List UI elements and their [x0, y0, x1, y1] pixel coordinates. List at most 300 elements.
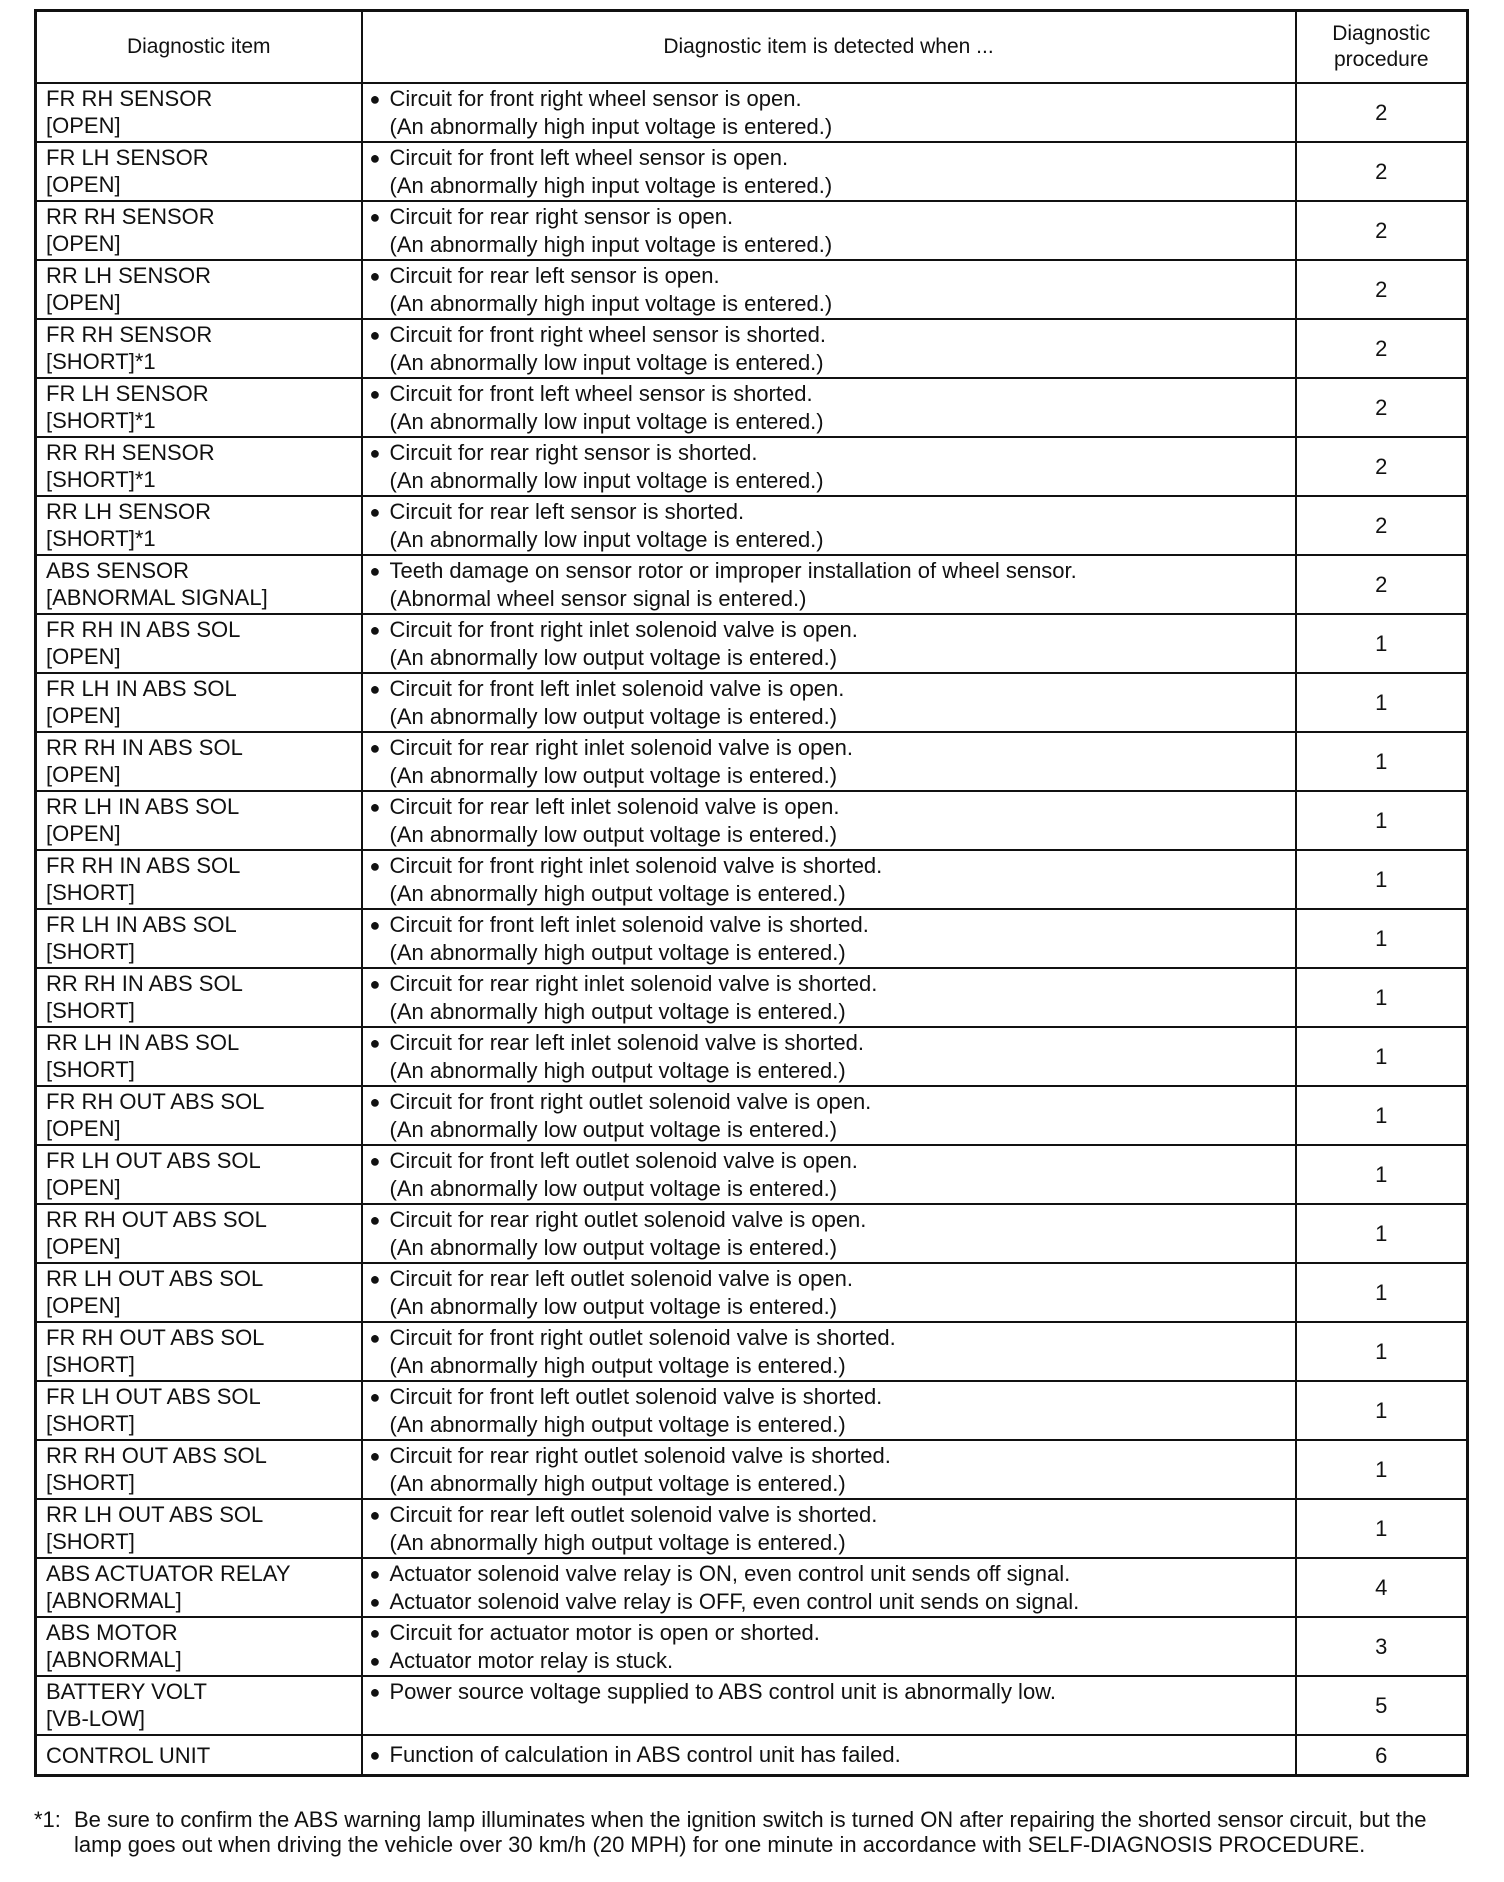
diagnostic-item-cell: [36, 1204, 362, 1263]
table-row: [36, 968, 1468, 1027]
header-diagnostic-procedure: [1296, 11, 1468, 84]
header-row: [36, 11, 1468, 84]
table-row: [36, 1322, 1468, 1381]
condition-line: [370, 734, 1295, 762]
condition-text: Teeth damage on sensor rotor or improper installation of wheel sensor.: [389, 558, 1077, 583]
diagnostic-item-text: FR LH IN ABS SOL: [46, 912, 237, 937]
diagnostic-procedure-cell: 1: [1296, 909, 1468, 968]
bullet-icon: ●: [369, 1745, 381, 1765]
condition-line: [370, 1293, 1295, 1320]
detection-condition-cell: [362, 1558, 1296, 1617]
diagnostic-item-cell: [36, 1027, 362, 1086]
table-body: [36, 83, 1468, 1776]
diagnostic-item-cell: [36, 732, 362, 791]
condition-line: [370, 380, 1295, 408]
condition-text: (An abnormally high input voltage is entered.): [389, 173, 833, 198]
table-row: [36, 1617, 1468, 1676]
diagnostic-item-cell: [36, 791, 362, 850]
detection-condition-cell: [362, 791, 1296, 850]
bullet-icon: ●: [369, 148, 381, 168]
diagnostic-procedure-cell: 1: [1296, 1145, 1468, 1204]
condition-line: [370, 1501, 1295, 1529]
diagnostic-procedure-cell: 2: [1296, 555, 1468, 614]
detection-condition-cell: [362, 260, 1296, 319]
header-diagnostic-item: Diagnostic item: [36, 11, 362, 84]
detection-condition-cell: [362, 83, 1296, 142]
table-row: [36, 496, 1468, 555]
condition-line: [370, 144, 1295, 172]
bullet-icon: ●: [369, 384, 381, 404]
diagnostic-procedure-cell: 6: [1296, 1735, 1468, 1776]
diagnostic-item-cell: [36, 555, 362, 614]
diagnostic-item-cell: [36, 614, 362, 673]
detection-condition-cell: [362, 555, 1296, 614]
condition-line: [370, 262, 1295, 290]
condition-text: Circuit for front left inlet solenoid valve is shorted.: [389, 912, 869, 937]
table-row: [36, 1440, 1468, 1499]
table-row: [36, 437, 1468, 496]
condition-line: [370, 1029, 1295, 1057]
diagnostic-item-text: ABS MOTOR: [46, 1620, 178, 1645]
footnote-mark: *1:: [34, 1807, 61, 1832]
diagnostic-procedure-cell: 1: [1296, 791, 1468, 850]
table-row: [36, 1086, 1468, 1145]
diagnostic-item-text: [ABNORMAL SIGNAL]: [46, 585, 268, 610]
detection-condition-cell: [362, 614, 1296, 673]
diagnostic-item-text: FR LH OUT ABS SOL: [46, 1148, 261, 1173]
diagnostic-item-text: ABS SENSOR: [46, 558, 190, 583]
diagnostic-item-cell: [36, 378, 362, 437]
header-procedure-text: Diagnostic procedure: [1332, 22, 1431, 71]
diagnostic-item-text: RR LH SENSOR: [46, 263, 212, 288]
detection-condition-cell: [362, 319, 1296, 378]
table-row: [36, 1145, 1468, 1204]
detection-condition-cell: [362, 968, 1296, 1027]
diagnostic-item-text: RR LH IN ABS SOL: [46, 1030, 240, 1055]
condition-line: [370, 616, 1295, 644]
table-row: [36, 1499, 1468, 1558]
condition-line: [370, 911, 1295, 939]
diagnostic-item-text: RR LH OUT ABS SOL: [46, 1502, 264, 1527]
diagnostic-item-text: [VB-LOW]: [46, 1706, 146, 1731]
diagnostic-item-cell: [36, 1322, 362, 1381]
diagnostic-item-text: RR LH IN ABS SOL: [46, 794, 240, 819]
diagnostic-item-cell: [36, 201, 362, 260]
condition-text: Circuit for rear left sensor is shorted.: [389, 499, 745, 524]
condition-text: Circuit for front left outlet solenoid valve is shorted.: [389, 1384, 883, 1409]
condition-text: Circuit for front left inlet solenoid valve is open.: [389, 676, 845, 701]
diagnostic-item-cell: [36, 1263, 362, 1322]
condition-text: Actuator motor relay is stuck.: [389, 1648, 674, 1673]
condition-text: (An abnormally low output voltage is entered.): [389, 1294, 838, 1319]
bullet-icon: ●: [369, 856, 381, 876]
diagnostic-item-cell: [36, 1558, 362, 1617]
diagnostic-item-text: RR LH SENSOR: [46, 499, 212, 524]
condition-line: [370, 349, 1295, 376]
diagnostic-procedure-cell: 1: [1296, 1204, 1468, 1263]
diagnostic-procedure-cell: 2: [1296, 378, 1468, 437]
diagnostic-item-text: [ABNORMAL]: [46, 1647, 182, 1672]
condition-text: Circuit for front right inlet solenoid valve is open.: [389, 617, 858, 642]
condition-text: Circuit for rear left inlet solenoid valve is open.: [389, 794, 840, 819]
diagnostic-item-text: [SHORT]*1: [46, 526, 156, 551]
condition-text: (An abnormally low output voltage is entered.): [389, 1117, 838, 1142]
condition-line: [370, 408, 1295, 435]
diagnostic-item-text: [SHORT]*1: [46, 408, 156, 433]
diagnostic-item-text: [ABNORMAL]: [46, 1588, 182, 1613]
footnote-text: Be sure to confirm the ABS warning lamp illuminates when the ignition switch is turned ON after repairing the shorted sensor circuit, but the lamp goes out when driving the vehicle over 30 km/h (20 MPH) for one minute in accordance with SELF-DIAGNOSIS PROCEDURE.: [74, 1807, 1427, 1857]
condition-line: [370, 1619, 1295, 1647]
condition-text: (An abnormally high input voltage is entered.): [389, 232, 833, 257]
condition-text: Circuit for front right outlet solenoid valve is shorted.: [389, 1325, 896, 1350]
detection-condition-cell: [362, 850, 1296, 909]
diagnostic-item-cell: [36, 142, 362, 201]
condition-line: [370, 880, 1295, 907]
bullet-icon: ●: [369, 1592, 381, 1612]
condition-text: (An abnormally low input voltage is entered.): [389, 350, 824, 375]
condition-text: Circuit for rear right sensor is open.: [389, 204, 734, 229]
bullet-icon: ●: [369, 502, 381, 522]
condition-text: (An abnormally high output voltage is entered.): [389, 999, 846, 1024]
diagnostic-item-text: [OPEN]: [46, 113, 121, 138]
diagnostic-item-cell: [36, 1735, 362, 1776]
condition-line: [370, 498, 1295, 526]
diagnostic-procedure-cell: 1: [1296, 614, 1468, 673]
condition-text: Circuit for front right outlet solenoid valve is open.: [389, 1089, 872, 1114]
diagnostic-procedure-cell: 1: [1296, 1263, 1468, 1322]
condition-text: Circuit for front left outlet solenoid valve is open.: [389, 1148, 858, 1173]
diagnostic-item-text: FR RH SENSOR: [46, 86, 213, 111]
condition-line: [370, 231, 1295, 258]
diagnostic-item-text: [SHORT]: [46, 998, 135, 1023]
detection-condition-cell: [362, 1735, 1296, 1776]
bullet-icon: ●: [369, 1505, 381, 1525]
bullet-icon: ●: [369, 1446, 381, 1466]
condition-line: [370, 1175, 1295, 1202]
condition-line: [370, 113, 1295, 140]
detection-condition-cell: [362, 1145, 1296, 1204]
bullet-icon: ●: [369, 443, 381, 463]
diagnostic-item-cell: [36, 1617, 362, 1676]
table-row: [36, 909, 1468, 968]
condition-text: (An abnormally low output voltage is entered.): [389, 645, 838, 670]
table-row: [36, 850, 1468, 909]
header-detected-when: Diagnostic item is detected when ...: [362, 11, 1296, 84]
diagnostic-item-text: BATTERY VOLT: [46, 1679, 207, 1704]
condition-line: [370, 557, 1295, 585]
diagnostic-item-text: [SHORT]: [46, 880, 135, 905]
condition-text: Circuit for front right wheel sensor is open.: [389, 86, 802, 111]
detection-condition-cell: [362, 1676, 1296, 1735]
bullet-icon: ●: [369, 1033, 381, 1053]
diagnostic-item-cell: [36, 1145, 362, 1204]
diagnostic-item-text: FR RH IN ABS SOL: [46, 853, 241, 878]
diagnostic-item-text: ABS ACTUATOR RELAY: [46, 1561, 291, 1586]
bullet-icon: ●: [369, 561, 381, 581]
detection-condition-cell: [362, 201, 1296, 260]
condition-line: [370, 1470, 1295, 1497]
diagnostic-procedure-cell: 1: [1296, 1027, 1468, 1086]
condition-text: (An abnormally high output voltage is entered.): [389, 940, 846, 965]
table-row: [36, 732, 1468, 791]
condition-text: Circuit for rear right sensor is shorted.: [389, 440, 758, 465]
condition-text: Circuit for rear left outlet solenoid valve is shorted.: [389, 1502, 878, 1527]
diagnostic-item-text: FR LH OUT ABS SOL: [46, 1384, 261, 1409]
bullet-icon: ●: [369, 738, 381, 758]
diagnostic-item-cell: [36, 1676, 362, 1735]
table-row: [36, 673, 1468, 732]
diagnostic-item-cell: [36, 437, 362, 496]
diagnostic-item-cell: [36, 83, 362, 142]
diagnostic-item-text: RR RH SENSOR: [46, 204, 215, 229]
condition-line: [370, 1265, 1295, 1293]
condition-text: Circuit for rear right outlet solenoid valve is shorted.: [389, 1443, 891, 1468]
condition-text: (Abnormal wheel sensor signal is entered.): [389, 586, 807, 611]
detection-condition-cell: [362, 1381, 1296, 1440]
bullet-icon: ●: [369, 679, 381, 699]
condition-text: (An abnormally low output voltage is entered.): [389, 822, 838, 847]
diagnostic-item-text: [OPEN]: [46, 290, 121, 315]
bullet-icon: ●: [369, 266, 381, 286]
condition-line: [370, 1234, 1295, 1261]
condition-text: (An abnormally high output voltage is entered.): [389, 1412, 846, 1437]
table-row: [36, 1027, 1468, 1086]
condition-line: [370, 1442, 1295, 1470]
condition-text: Circuit for rear right outlet solenoid valve is open.: [389, 1207, 867, 1232]
diagnostic-procedure-cell: 1: [1296, 1322, 1468, 1381]
diagnostic-item-text: [OPEN]: [46, 231, 121, 256]
detection-condition-cell: [362, 1204, 1296, 1263]
condition-text: Power source voltage supplied to ABS control unit is abnormally low.: [389, 1679, 1056, 1704]
detection-condition-cell: [362, 496, 1296, 555]
diagnostic-procedure-cell: 2: [1296, 260, 1468, 319]
diagnostic-item-text: RR RH IN ABS SOL: [46, 971, 243, 996]
condition-line: [370, 467, 1295, 494]
diagnostic-procedure-cell: 3: [1296, 1617, 1468, 1676]
diagnostic-item-text: [OPEN]: [46, 703, 121, 728]
bullet-icon: ●: [369, 1210, 381, 1230]
condition-text: Circuit for rear left outlet solenoid valve is open.: [389, 1266, 853, 1291]
diagnostic-procedure-cell: 1: [1296, 1381, 1468, 1440]
condition-line: [370, 1324, 1295, 1352]
condition-line: [370, 1411, 1295, 1438]
diagnostic-procedure-cell: 2: [1296, 496, 1468, 555]
diagnostic-item-text: [SHORT]: [46, 1411, 135, 1436]
condition-line: [370, 439, 1295, 467]
table-row: [36, 1381, 1468, 1440]
condition-line: [370, 1647, 1295, 1675]
condition-line: [370, 675, 1295, 703]
detection-condition-cell: [362, 1027, 1296, 1086]
bullet-icon: ●: [369, 325, 381, 345]
diagnostic-item-text: [OPEN]: [46, 1116, 121, 1141]
bullet-icon: ●: [369, 974, 381, 994]
condition-line: [370, 172, 1295, 199]
bullet-icon: ●: [369, 1328, 381, 1348]
diagnostic-item-text: [OPEN]: [46, 1234, 121, 1259]
condition-text: Circuit for front right inlet solenoid valve is shorted.: [389, 853, 883, 878]
bullet-icon: ●: [369, 89, 381, 109]
detection-condition-cell: [362, 909, 1296, 968]
condition-text: (An abnormally high input voltage is entered.): [389, 114, 833, 139]
condition-line: [370, 762, 1295, 789]
diagnostic-item-text: [OPEN]: [46, 644, 121, 669]
condition-line: [370, 526, 1295, 553]
diagnostic-item-text: FR LH SENSOR: [46, 381, 209, 406]
diagnostic-item-text: [OPEN]: [46, 1293, 121, 1318]
condition-text: Actuator solenoid valve relay is ON, even control unit sends off signal.: [389, 1561, 1071, 1586]
condition-text: (An abnormally low input voltage is entered.): [389, 409, 824, 434]
condition-line: [370, 852, 1295, 880]
bullet-icon: ●: [369, 1623, 381, 1643]
condition-text: (An abnormally high output voltage is entered.): [389, 1058, 846, 1083]
table-row: [36, 319, 1468, 378]
table-row: [36, 1558, 1468, 1617]
table-row: [36, 201, 1468, 260]
detection-condition-cell: [362, 1440, 1296, 1499]
diagnostic-item-text: CONTROL UNIT: [46, 1742, 211, 1768]
diagnostic-procedure-cell: 2: [1296, 319, 1468, 378]
detection-condition-cell: [362, 732, 1296, 791]
diagnostic-item-text: [OPEN]: [46, 1175, 121, 1200]
diagnostic-item-text: [SHORT]*1: [46, 467, 156, 492]
bullet-icon: ●: [369, 207, 381, 227]
condition-text: Circuit for rear left inlet solenoid valve is shorted.: [389, 1030, 864, 1055]
table-row: [36, 260, 1468, 319]
condition-line: [370, 585, 1295, 612]
diagnostic-item-text: [SHORT]: [46, 1352, 135, 1377]
diagnostic-procedure-cell: 1: [1296, 850, 1468, 909]
diagnostic-item-cell: [36, 909, 362, 968]
condition-line: [370, 821, 1295, 848]
diagnostic-item-text: FR RH SENSOR: [46, 322, 213, 347]
condition-text: (An abnormally low output voltage is entered.): [389, 1235, 838, 1260]
condition-text: Circuit for actuator motor is open or shorted.: [389, 1620, 820, 1645]
diagnostic-item-text: FR LH SENSOR: [46, 145, 209, 170]
condition-text: Circuit for rear left sensor is open.: [389, 263, 720, 288]
diagnostic-item-text: FR RH IN ABS SOL: [46, 617, 241, 642]
condition-line: [370, 644, 1295, 671]
condition-line: [370, 939, 1295, 966]
detection-condition-cell: [362, 1499, 1296, 1558]
table-row: [36, 142, 1468, 201]
table-row: [36, 83, 1468, 142]
bullet-icon: ●: [369, 915, 381, 935]
condition-line: [370, 970, 1295, 998]
condition-line: [370, 1206, 1295, 1234]
condition-line: [370, 703, 1295, 730]
condition-text: Actuator solenoid valve relay is OFF, even control unit sends on signal.: [389, 1589, 1080, 1614]
diagnostic-item-cell: [36, 673, 362, 732]
condition-line: [370, 1352, 1295, 1379]
detection-condition-cell: [362, 142, 1296, 201]
diagnostic-item-text: FR LH IN ABS SOL: [46, 676, 237, 701]
diagnostic-procedure-cell: 1: [1296, 1440, 1468, 1499]
detection-condition-cell: [362, 437, 1296, 496]
condition-line: [370, 1678, 1295, 1706]
diagnostic-item-text: [OPEN]: [46, 821, 121, 846]
condition-line: [370, 998, 1295, 1025]
bullet-icon: ●: [369, 1092, 381, 1112]
diagnostic-procedure-cell: 1: [1296, 732, 1468, 791]
condition-line: [370, 1560, 1295, 1588]
detection-condition-cell: [362, 1322, 1296, 1381]
condition-text: Circuit for front left wheel sensor is shorted.: [389, 381, 813, 406]
condition-line: [370, 793, 1295, 821]
detection-condition-cell: [362, 378, 1296, 437]
diagnostic-item-cell: [36, 1086, 362, 1145]
diagnostic-item-text: FR RH OUT ABS SOL: [46, 1325, 265, 1350]
diagnostic-item-text: RR RH OUT ABS SOL: [46, 1207, 267, 1232]
bullet-icon: ●: [369, 1564, 381, 1584]
condition-text: Circuit for rear right inlet solenoid valve is open.: [389, 735, 853, 760]
diagnostic-item-cell: [36, 1381, 362, 1440]
table-row: [36, 1204, 1468, 1263]
condition-line: [370, 321, 1295, 349]
diagnostic-item-cell: [36, 968, 362, 1027]
detection-condition-cell: [362, 1086, 1296, 1145]
diagnostic-item-cell: [36, 260, 362, 319]
table-row: [36, 1735, 1468, 1776]
condition-line: [370, 1529, 1295, 1556]
diagnostic-procedure-cell: 2: [1296, 83, 1468, 142]
table-row: [36, 1676, 1468, 1735]
diagnostic-procedure-cell: 2: [1296, 437, 1468, 496]
diagnostic-item-text: [SHORT]*1: [46, 349, 156, 374]
bullet-icon: ●: [369, 797, 381, 817]
condition-line: [370, 1088, 1295, 1116]
diagnostic-item-text: RR RH IN ABS SOL: [46, 735, 243, 760]
condition-text: Function of calculation in ABS control unit has failed.: [389, 1742, 901, 1767]
diagnostic-procedure-cell: 1: [1296, 1499, 1468, 1558]
condition-line: [370, 290, 1295, 317]
bullet-icon: ●: [369, 620, 381, 640]
diagnostic-procedure-cell: 2: [1296, 142, 1468, 201]
diagnostic-item-text: RR RH SENSOR: [46, 440, 215, 465]
diagnostic-item-text: FR RH OUT ABS SOL: [46, 1089, 265, 1114]
diagnostic-procedure-cell: 4: [1296, 1558, 1468, 1617]
condition-text: (An abnormally low output voltage is entered.): [389, 763, 838, 788]
diagnostic-item-text: [OPEN]: [46, 762, 121, 787]
condition-text: (An abnormally high input voltage is entered.): [389, 291, 833, 316]
diagnostic-item-text: [SHORT]: [46, 939, 135, 964]
condition-text: (An abnormally high output voltage is entered.): [389, 881, 846, 906]
diagnostic-item-text: RR LH OUT ABS SOL: [46, 1266, 264, 1291]
condition-line: [370, 85, 1295, 113]
bullet-icon: ●: [369, 1387, 381, 1407]
table-row: [36, 555, 1468, 614]
diagnostic-item-text: [SHORT]: [46, 1057, 135, 1082]
bullet-icon: ●: [369, 1682, 381, 1702]
condition-line: [370, 1116, 1295, 1143]
diagnostic-procedure-cell: 2: [1296, 201, 1468, 260]
diagnostic-item-text: [SHORT]: [46, 1529, 135, 1554]
bullet-icon: ●: [369, 1269, 381, 1289]
diagnostic-item-text: [OPEN]: [46, 172, 121, 197]
diagnostic-item-cell: [36, 496, 362, 555]
condition-line: [370, 1741, 1295, 1769]
diagnostic-item-cell: [36, 850, 362, 909]
condition-text: (An abnormally low output voltage is entered.): [389, 704, 838, 729]
bullet-icon: ●: [369, 1651, 381, 1671]
table-row: [36, 1263, 1468, 1322]
condition-text: (An abnormally high output voltage is entered.): [389, 1353, 846, 1378]
condition-line: [370, 1588, 1295, 1616]
table-row: [36, 791, 1468, 850]
diagnostic-item-cell: [36, 1440, 362, 1499]
detection-condition-cell: [362, 673, 1296, 732]
table-row: [36, 378, 1468, 437]
